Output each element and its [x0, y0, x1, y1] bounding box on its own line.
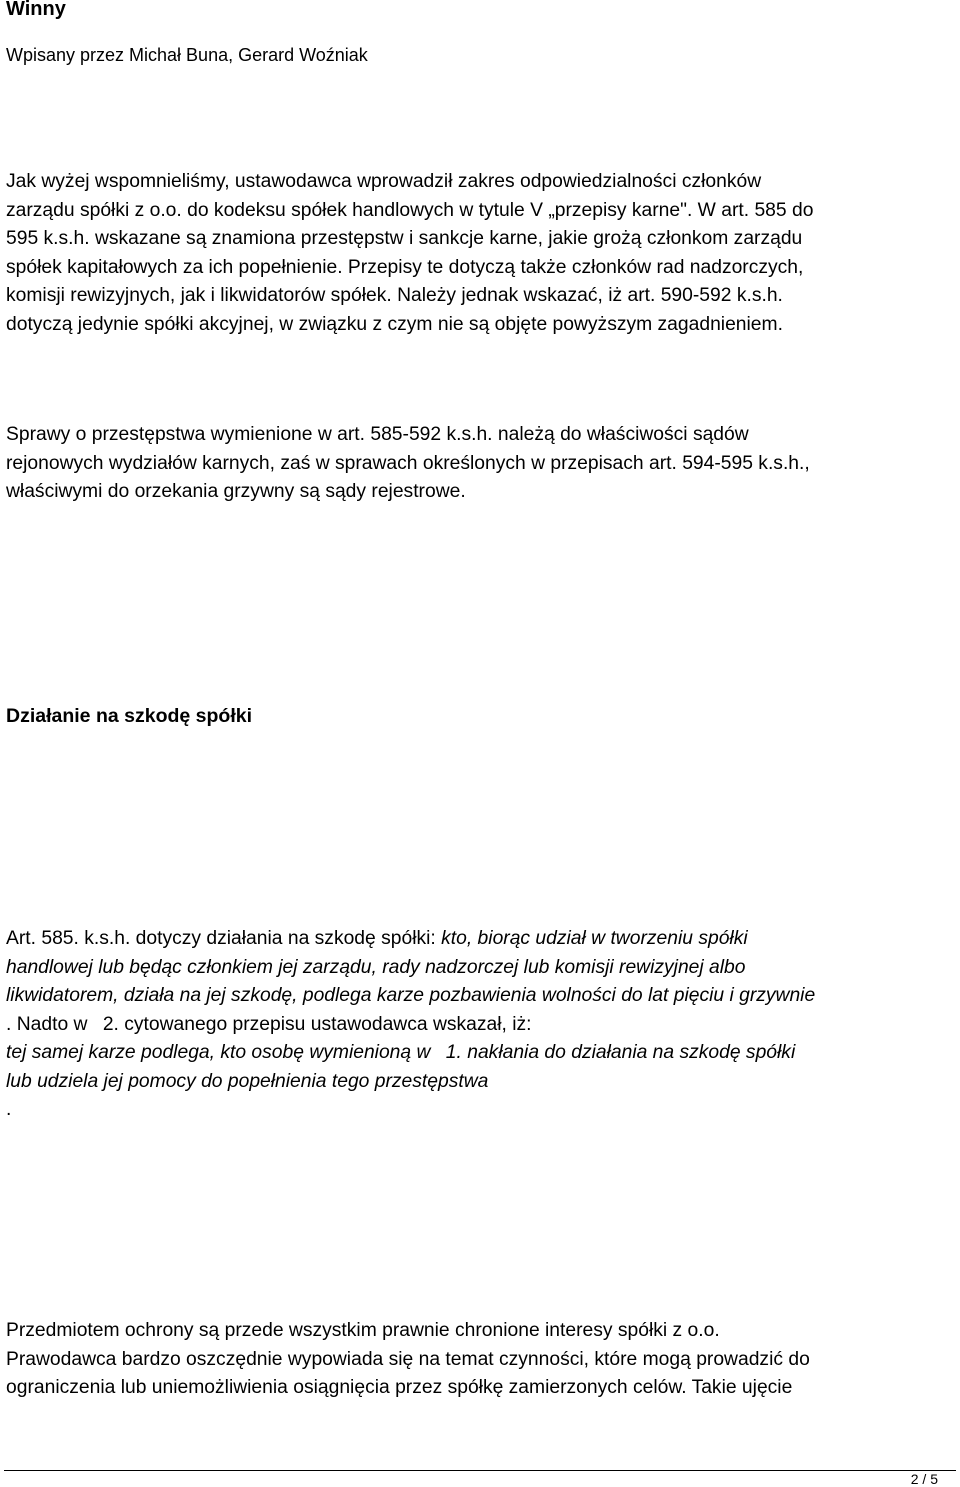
text-line: Sprawy o przestępstwa wymienione w art. 585-592 k.s.h. należą do właściwości sądów — [6, 424, 749, 445]
text-line — [6, 1039, 956, 1068]
text-line: . — [6, 1099, 12, 1120]
text-line — [6, 1011, 956, 1040]
text-normal: Art. 585. k.s.h. dotyczy działania na szkodę spółki: — [6, 928, 442, 949]
paragraph-number: 2 — [102, 1013, 114, 1035]
text-line — [6, 982, 956, 1011]
text-line: komisji rewizyjnych, jak i likwidatorów spółek. Należy jednak wskazać, iż art. 590-592 k.s.h. — [6, 285, 783, 306]
paragraph-protection — [6, 1317, 956, 1403]
text-line: ograniczenia lub uniemożliwienia osiągnięcia przez spółkę zamierzonych celów. Takie ujęcie — [6, 1377, 793, 1398]
paragraph-courts — [6, 421, 956, 507]
quote-italic: lub udziela jej pomocy do popełnienia tego przestępstwa — [6, 1070, 489, 1092]
paragraph-liability-intro — [6, 168, 956, 339]
quote-italic: kto, biorąc udział w tworzeniu spółki — [441, 928, 748, 949]
text-line — [6, 925, 956, 954]
footer-divider — [4, 1470, 956, 1471]
quote-italic: . nakłania do działania na szkodę spółki — [456, 1042, 796, 1063]
document-title: Winny — [6, 0, 66, 20]
text-line: Jak wyżej wspomnieliśmy, ustawodawca wprowadził zakres odpowiedzialności członków — [6, 171, 762, 192]
paragraph-article-585 — [6, 925, 956, 1125]
paragraph-number: 1 — [445, 1042, 457, 1063]
text-line: właściwymi do orzekania grzywny są sądy rejestrowe. — [6, 481, 466, 502]
text-normal: . Nadto w — [6, 1013, 93, 1035]
text-line: zarządu spółki z o.o. do kodeksu spółek handlowych w tytule V „przepisy karne". W art. 585 do — [6, 199, 814, 221]
page-number: 2 / 5 — [910, 1471, 938, 1487]
document-authors: Wpisany przez Michał Buna, Gerard Woźniak — [6, 45, 368, 65]
text-line — [6, 1068, 956, 1097]
text-line: 595 k.s.h. wskazane są znamiona przestępstw i sankcje karne, jakie grożą członkom zarządu — [6, 228, 803, 249]
quote-italic: handlowej lub będąc członkiem jej zarządu, rady nadzorczej lub komisji rewizyjnej albo — [6, 956, 746, 978]
text-normal: . cytowanego przepisu ustawodawca wskazał, iż: — [113, 1013, 532, 1035]
text-line — [6, 954, 956, 983]
text-line: Prawodawca bardzo oszczędnie wypowiada się na temat czynności, które mogą prowadzić do — [6, 1348, 810, 1370]
section-heading: Działanie na szkodę spółki — [6, 705, 252, 727]
quote-italic: tej samej karze podlega, kto osobę wymienioną w — [6, 1042, 436, 1063]
text-line: rejonowych wydziałów karnych, zaś w sprawach określonych w przepisach art. 594-595 k.s.h., — [6, 452, 810, 474]
text-line: Przedmiotem ochrony są przede wszystkim prawnie chronione interesy spółki z o.o. — [6, 1320, 720, 1341]
text-line: spółek kapitałowych za ich popełnienie. Przepisy te dotyczą także członków rad nadzorczych, — [6, 256, 804, 278]
quote-italic: likwidatorem, działa na jej szkodę, podlega karze pozbawienia wolności do lat pięciu i grzywnie — [6, 985, 816, 1006]
text-line: dotyczą jedynie spółki akcyjnej, w związku z czym nie są objęte powyższym zagadnieniem. — [6, 313, 783, 335]
